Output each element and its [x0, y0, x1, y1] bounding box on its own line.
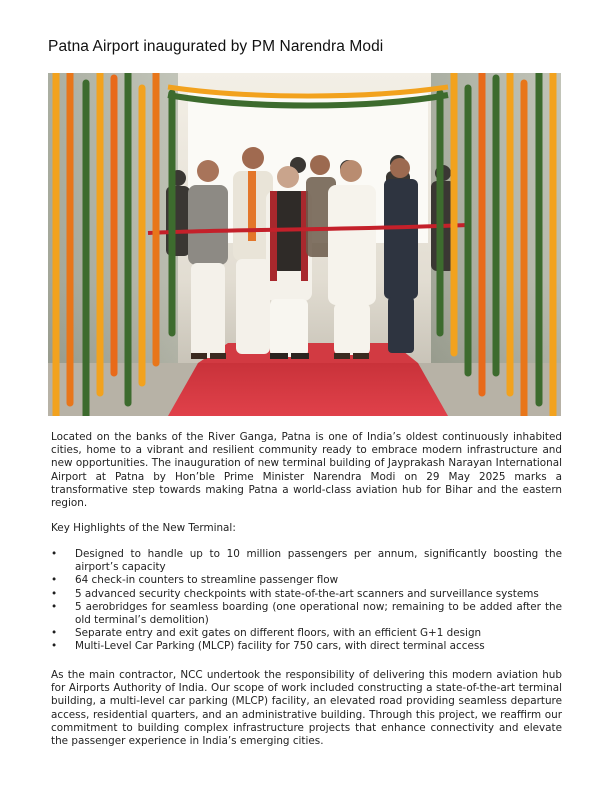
intro-paragraph: Located on the banks of the River Ganga, Patna is one of India’s oldest continuously inhabited cities, home to a vibrant and resilient community ready to embrace modern infrastructure and new opportunities. The inauguration of new terminal building of Jayprakash Narayan International Airport at Patna by Hon’ble Prime Minister Narendra Modi on 29 May 2025 marks a transformative step towards making Patna a world-class aviation hub for Bihar and the eastern region.: [51, 431, 562, 510]
highlights-heading: Key Highlights of the New Terminal:: [51, 522, 236, 534]
bullet-icon: •: [51, 627, 58, 640]
bullet-icon: •: [51, 548, 58, 560]
bullet-icon: •: [51, 574, 58, 587]
closing-paragraph: As the main contractor, NCC undertook the responsibility of delivering this modern aviation hub for Airports Authority of India. Our scope of work included constructing a state-of-the-art terminal building, a multi-level car parking (MLCP) facility, an elevated road providing seamless departure access, residential quarters, and an administrative building. Through this project, we reaffirm our commitment to building complex infrastructure projects that enhance connectivity and elevate the passenger experience in India’s emerging cities.: [51, 669, 562, 748]
list-item: • 64 check-in counters to streamline passenger flow: [51, 574, 339, 587]
list-item: • Designed to handle up to 10 million passengers per annum, significantly boosting the airport’s capacity: [51, 548, 562, 574]
inauguration-photo: [48, 73, 561, 416]
list-item: • Separate entry and exit gates on different floors, with an efficient G+1 design: [51, 627, 482, 640]
list-item: • 5 aerobridges for seamless boarding (one operational now; remaining to be added after the old terminal’s demolition): [51, 600, 562, 627]
bullet-icon: •: [51, 640, 58, 653]
article-title: Patna Airport inaugurated by PM Narendra Modi: [48, 38, 384, 55]
highlights-list: [51, 548, 562, 654]
list-item: • 5 advanced security checkpoints with state-of-the-art scanners and surveillance systems: [51, 587, 539, 600]
bullet-icon: •: [51, 587, 58, 600]
bullet-icon: •: [51, 600, 58, 613]
list-item: • Multi-Level Car Parking (MLCP) facility for 750 cars, with direct terminal access: [51, 640, 485, 653]
